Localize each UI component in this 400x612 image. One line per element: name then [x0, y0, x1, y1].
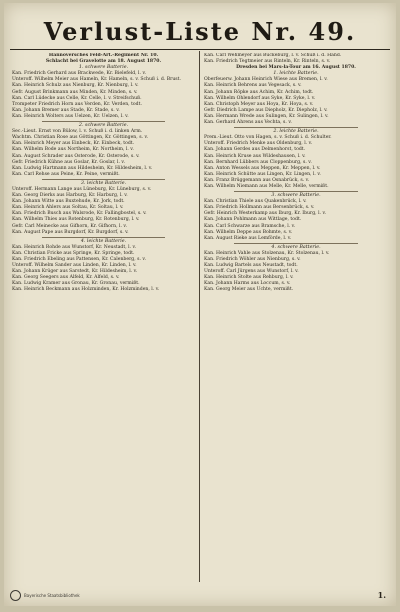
casualty-entry: Kan. Georg Dierks aus Harburg, Kr. Harburg, l. v.	[12, 193, 128, 199]
casualty-entry: Kan. Heinrich Schulz aus Nienburg, Kr. Nienburg, l. v.	[12, 83, 139, 89]
column-divider	[199, 51, 200, 582]
battery-subheading: 3. schwere Batterie.	[271, 193, 321, 199]
casualty-entry: Gefr. Friedrich Kühne aus Goslar, Kr. Goslar, l. v.	[12, 159, 125, 165]
battery-subheading: 4. leichte Batterie.	[80, 238, 127, 244]
casualty-entry: Kan. Heinrich Meyer aus Einbeck, Kr. Einbeck, todt.	[12, 141, 135, 147]
section-separator	[234, 127, 358, 128]
casualty-entry: Kan. Carl Schwarze aus Bramsche, l. v.	[204, 223, 296, 229]
casualty-entry: Kan. Friedrich Ebeling aus Pattensen, Kr. Calenberg, s. v.	[12, 257, 146, 262]
casualty-entry: Unteroff. Wilhelm Sander aus Linden, Kr. Linden, l. v.	[12, 263, 137, 269]
casualty-entry: Sec.-Lieut. Ernst von Bülow, l. v. Schuß i. d. linken Arm.	[12, 129, 143, 135]
casualty-entry: Kan. Wilhelm Deppe aus Bohmte, s. v.	[204, 229, 293, 235]
casualty-entry: Prem.-Lieut. Otto von Hagen, s. v. Schuß i. d. Schulter.	[204, 135, 332, 141]
casualty-entry: Gefr. Diedrich Lampe aus Diepholz, Kr. Diepholz, l. v.	[204, 107, 328, 113]
casualty-entry: Kan. Johann Bremer aus Stade, Kr. Stade, s. v.	[12, 107, 120, 113]
casualty-entry: Kan. Johann Witte aus Buxtehude, Kr. Jork, todt.	[12, 199, 125, 205]
section-separator	[42, 237, 165, 238]
casualty-entry: Kan. Hermann Wrede aus Sulingen, Kr. Sulingen, l. v.	[204, 113, 329, 119]
casualty-entry: Kan. Friedrich Gerhard aus Brackwede, Kr. Bielefeld, l. v.	[12, 71, 146, 77]
casualty-entry: Kan. Wilhelm Ohlendorf aus Syke, Kr. Syke, l. v.	[204, 95, 316, 101]
section-separator	[42, 121, 165, 122]
battery-subheading: 2. leichte Batterie.	[273, 129, 319, 135]
right-column	[204, 53, 388, 582]
section-heading: Dresden bei Mars-la-Tour am 16. August 1870.	[236, 65, 356, 71]
casualty-entry: Unteroff. Friedrich Menke aus Oldenburg, l. v.	[204, 141, 313, 147]
casualty-entry: Kan. Friedrich Tegtmeier aus Rinteln, Kr. Rinteln, s. v.	[204, 59, 331, 65]
casualty-entry: Kan. August Pape aus Burgdorf, Kr. Burgdorf, s. v.	[12, 229, 129, 235]
casualty-entry: Kan. Wilhelm Bode aus Northeim, Kr. Northeim, l. v.	[12, 147, 134, 153]
battery-subheading: 1. leichte Batterie.	[273, 71, 319, 77]
casualty-entry: Kan. Friedrich Busch aus Walsrode, Kr. Fallingbostel, s. v.	[12, 211, 147, 217]
left-column	[12, 53, 195, 582]
casualty-entry: Kan. Ludwig Kramer aus Gronau, Kr. Gronau, vermißt.	[12, 281, 140, 287]
casualty-entry: Kan. Christian Thiele aus Quakenbrück, l. v.	[204, 199, 307, 205]
casualty-entry: Kan. Johann Krüger aus Sarstedt, Kr. Hildesheim, l. v.	[12, 269, 138, 275]
casualty-entry: Kan. Johann Harms aus Loccum, s. v.	[204, 281, 291, 287]
casualty-entry: Kan. Friedrich Hollmann aus Bersenbrück, s. v.	[204, 205, 315, 211]
casualty-entry: Kan. Heinrich Rohde aus Wunstorf, Kr. Neustadt, l. v.	[12, 244, 137, 250]
casualty-entry: Unteroff. Hermann Lange aus Lüneburg, Kr. Lüneburg, s. v.	[12, 186, 152, 192]
page-number: 1.	[377, 590, 386, 600]
casualty-entry: Unteroff. Carl Jürgens aus Wunstorf, l. v.	[204, 269, 299, 275]
casualty-entry: Kan. Heinrich Ahlers aus Soltau, Kr. Soltau, l. v.	[12, 205, 124, 211]
casualty-entry: Kan. Georg Seegers aus Alfeld, Kr. Alfeld, s. v.	[12, 275, 120, 281]
casualty-entry: Wachtm. Christian Rose aus Göttingen, Kr. Göttingen, s. v.	[12, 135, 148, 141]
casualty-entry: Kan. Wilhelm Niemann aus Melle, Kr. Melle, vermißt.	[204, 183, 329, 189]
stamp-label: Bayerische Staatsbibliothek	[24, 593, 80, 598]
battery-subheading: 2. schwere Batterie.	[78, 123, 129, 129]
casualty-entry: Kan. August Schrader aus Osterode, Kr. Osterode, s. v.	[12, 153, 140, 159]
casualty-entry: Kan. Heinrich Behrens aus Vegesack, s. v.	[204, 83, 302, 89]
casualty-entry: Kan. Heinrich Schütte aus Lingen, Kr. Lingen, l. v.	[204, 171, 321, 177]
page-title: Verlust-Liste Nr. 49.	[43, 17, 357, 46]
casualty-entry: Kan. Johann Gerdes aus Delmenhorst, todt.	[204, 147, 306, 153]
title-rule	[10, 49, 390, 50]
casualty-entry: Kan. Johann Pohlmann aus Wittlage, todt.	[204, 217, 302, 223]
battery-subheading: 4. schwere Batterie.	[271, 244, 321, 250]
casualty-entry: Kan. Heinrich Kruse aus Wildeshausen, l. v.	[204, 153, 306, 159]
casualty-entry: Kan. Wilhelm Thies aus Rotenburg, Kr. Rotenburg, l. v.	[12, 217, 140, 223]
casualty-entry: Kan. Heinrich Vahle aus Stolzenau, Kr. Stolzenau, l. v.	[204, 250, 330, 256]
casualty-entry: Gefr. August Brinkmann aus Minden, Kr. Minden, s. v.	[12, 89, 138, 95]
section-heading: Hannoversches Feld-Art.-Regiment Nr. 10.	[48, 53, 159, 58]
section-separator	[234, 191, 358, 192]
library-seal-icon	[10, 590, 21, 601]
casualty-entry: Kan. Heinrich Wolters aus Uelzen, Kr. Uelzen, l. v.	[12, 113, 129, 119]
casualty-entry: Kan. Heinrich Stolte aus Rehburg, l. v.	[204, 275, 294, 281]
casualty-entry: Kan. Carl Lüdecke aus Celle, Kr. Celle, l. v. Streifschuß.	[12, 95, 142, 101]
casualty-entry: Kan. Heinrich Beckmann aus Holzminden, Kr. Holzminden, l. v.	[12, 287, 160, 293]
casualty-entry: Kan. Ludwig Hartmann aus Hildesheim, Kr. Hildesheim, l. v.	[12, 165, 153, 171]
casualty-entry: Gefr. Heinrich Westerkamp aus Iburg, Kr. Iburg, l. v.	[204, 211, 326, 217]
section-separator	[234, 243, 358, 244]
newspaper-page	[4, 3, 396, 606]
casualty-entry: Gefr. Carl Meinecke aus Gifhorn, Kr. Gifhorn, l. v.	[12, 223, 127, 229]
section-separator	[42, 179, 165, 180]
casualty-entry: Kan. Carl Rehse aus Peine, Kr. Peine, vermißt.	[12, 171, 120, 177]
casualty-entry: Kan. Christian Fricke aus Springe, Kr. Springe, todt.	[12, 250, 135, 256]
casualty-entry: Trompeter Friedrich Horn aus Verden, Kr. Verden, todt.	[12, 101, 142, 107]
library-stamp	[10, 590, 80, 601]
casualty-entry: Kan. Franz Brüggemann aus Osnabrück, s. v.	[204, 177, 310, 183]
battery-subheading: 3. leichte Batterie.	[80, 180, 127, 186]
casualty-entry: Kan. Ludwig Bartels aus Neustadt, todt.	[204, 263, 298, 269]
casualty-entry: Kan. Johann Röpke aus Achim, Kr. Achim, todt.	[204, 89, 314, 95]
casualty-entry: Kan. Georg Meier aus Uchte, vermißt.	[204, 287, 294, 293]
casualty-entry: Kan. Anton Wessels aus Meppen, Kr. Meppen, l. v.	[204, 165, 321, 171]
casualty-entry: Kan. Friedrich Wöhler aus Nienburg, s. v.	[204, 257, 301, 262]
section-heading: Schlacht bei Gravelotte am 18. August 1870.	[45, 59, 162, 65]
casualty-entry: Kan. Carl Wehmeyer aus Bückeburg, l. v. Schuß i. d. Hand.	[204, 53, 342, 58]
casualty-entry: Kan. August Rieke aus Lemförde, l. v.	[204, 235, 292, 241]
casualty-entry: Kan. Bernhard Lübbers aus Cloppenburg, s. v.	[204, 159, 312, 165]
casualty-entry: Unteroff. Wilhelm Meier aus Hameln, Kr. Hameln, s. v. Schuß i. d. Brust.	[12, 77, 181, 83]
casualty-entry: Kan. Christoph Meyer aus Hoya, Kr. Hoya, s. v.	[204, 101, 314, 107]
casualty-entry: Kan. Gerhard Ahrens aus Vechta, s. v.	[204, 120, 292, 126]
casualty-entry: Oberfeuerw. Johann Heinrich Wiese aus Bremen, l. v.	[204, 77, 328, 83]
battery-subheading: 1. schwere Batterie.	[78, 65, 129, 71]
